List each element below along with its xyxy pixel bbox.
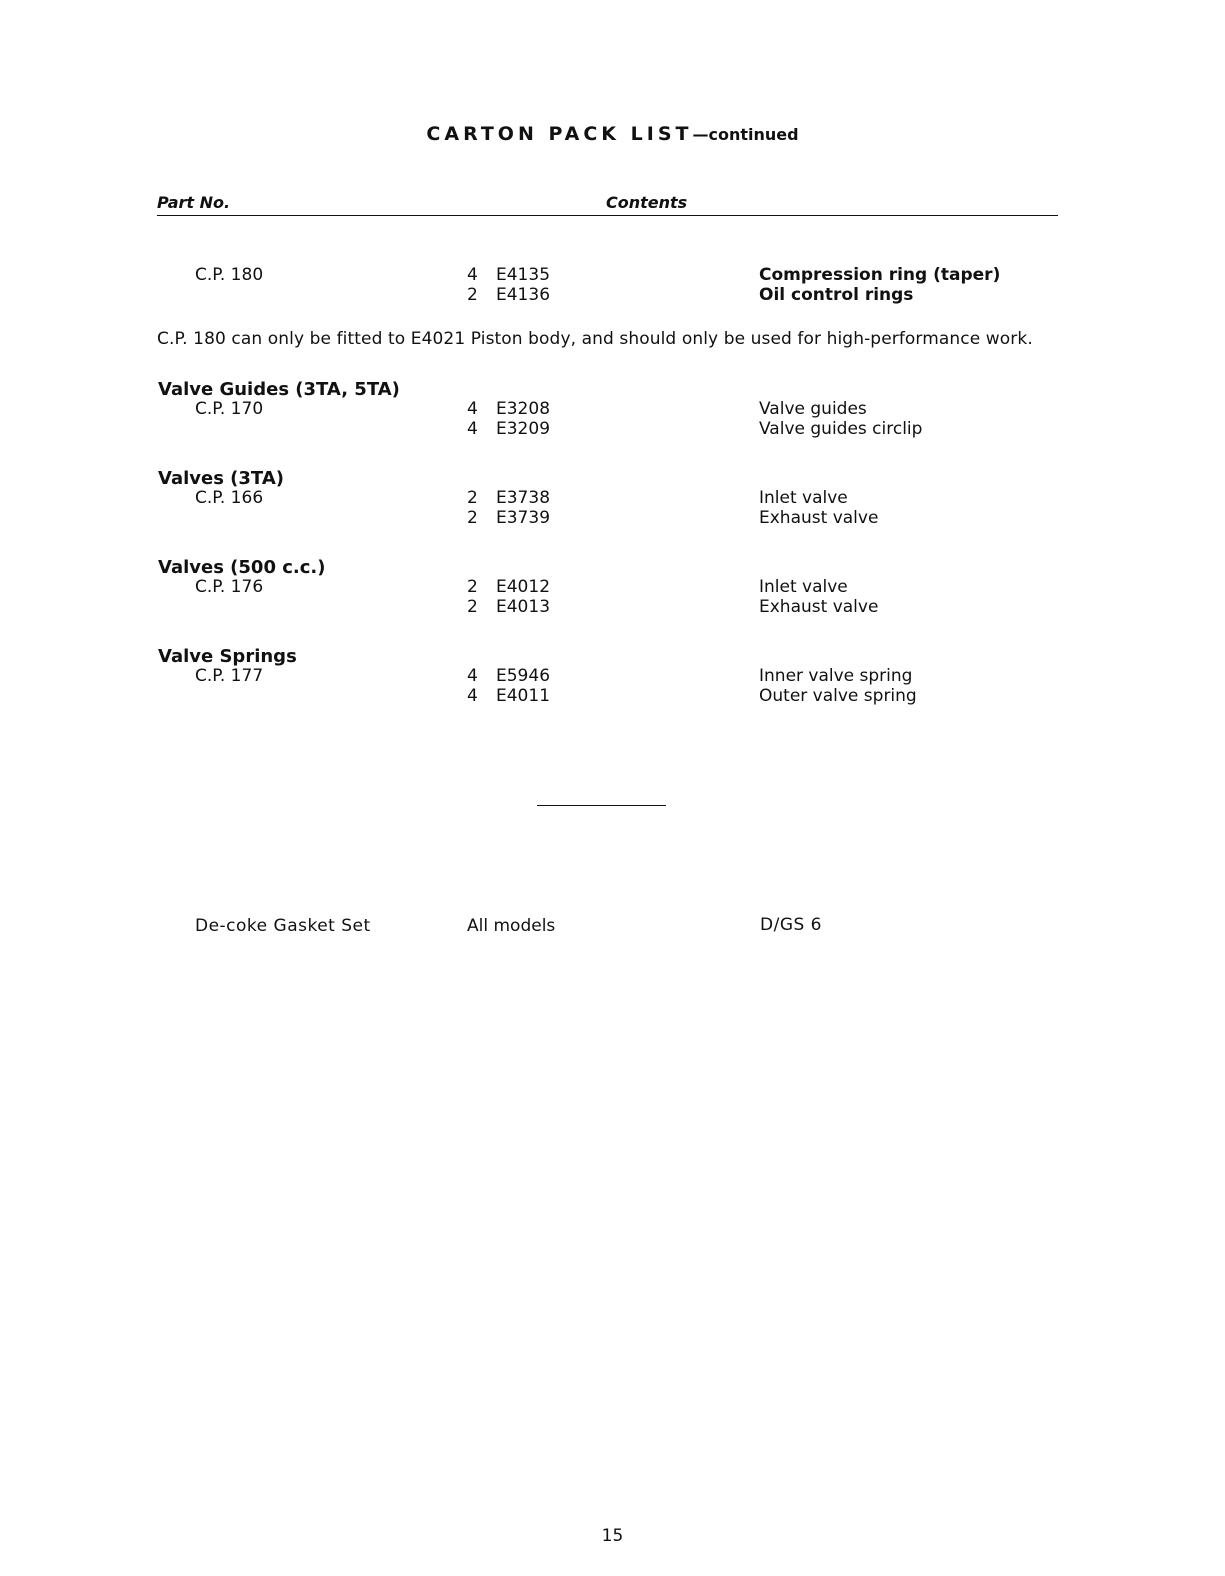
gasket-name: De-coke Gasket Set xyxy=(195,916,371,936)
part-number: C.P. 177 xyxy=(195,666,264,686)
row-code: E4135 xyxy=(496,265,551,285)
page-number: 15 xyxy=(601,1526,624,1546)
row-code: E4011 xyxy=(496,686,551,706)
row-qty: 4 xyxy=(467,686,478,706)
row-desc: Exhaust valve xyxy=(759,597,879,617)
gasket-code: D/GS 6 xyxy=(760,915,823,935)
row-code: E3739 xyxy=(496,508,551,528)
row-desc: Oil control rings xyxy=(759,285,914,305)
column-header-part-no: Part No. xyxy=(157,193,231,212)
row-desc: Outer valve spring xyxy=(759,686,917,706)
part-number-cp180: C.P. 180 xyxy=(195,265,264,285)
row-qty: 4 xyxy=(467,666,478,686)
section-divider xyxy=(537,805,666,806)
part-number: C.P. 176 xyxy=(195,577,264,597)
row-code: E4013 xyxy=(496,597,551,617)
row-code: E5946 xyxy=(496,666,551,686)
row-qty: 2 xyxy=(467,597,478,617)
row-code: E4136 xyxy=(496,285,551,305)
row-qty: 2 xyxy=(467,488,478,508)
gasket-models: All models xyxy=(467,916,556,936)
title-main: CARTON PACK LIST xyxy=(426,123,693,145)
cp180-note: C.P. 180 can only be fitted to E4021 Piston body, and should only be used for high-performance work. xyxy=(157,329,1033,349)
row-desc: Compression ring (taper) xyxy=(759,265,1001,285)
row-qty: 2 xyxy=(467,285,478,305)
section-heading: Valves (500 c.c.) xyxy=(158,557,326,578)
row-code: E3738 xyxy=(496,488,551,508)
section-heading: Valve Springs xyxy=(158,646,297,667)
page-title xyxy=(0,123,1225,145)
row-desc: Inlet valve xyxy=(759,488,848,508)
section-heading: Valve Guides (3TA, 5TA) xyxy=(158,379,400,400)
header-rule xyxy=(157,215,1058,216)
section-heading: Valves (3TA) xyxy=(158,468,284,489)
part-number: C.P. 170 xyxy=(195,399,264,419)
row-qty: 2 xyxy=(467,577,478,597)
row-desc: Valve guides xyxy=(759,399,867,419)
row-qty: 4 xyxy=(467,419,478,439)
row-qty: 4 xyxy=(467,399,478,419)
part-number: C.P. 166 xyxy=(195,488,264,508)
row-desc: Inlet valve xyxy=(759,577,848,597)
row-code: E3209 xyxy=(496,419,551,439)
title-dash: — xyxy=(692,125,709,144)
column-header-contents: Contents xyxy=(606,193,688,212)
row-qty: 2 xyxy=(467,508,478,528)
title-suffix: continued xyxy=(708,125,799,144)
row-code: E4012 xyxy=(496,577,551,597)
row-code: E3208 xyxy=(496,399,551,419)
row-desc: Inner valve spring xyxy=(759,666,913,686)
row-desc: Exhaust valve xyxy=(759,508,879,528)
row-desc: Valve guides circlip xyxy=(759,419,923,439)
row-qty: 4 xyxy=(467,265,478,285)
